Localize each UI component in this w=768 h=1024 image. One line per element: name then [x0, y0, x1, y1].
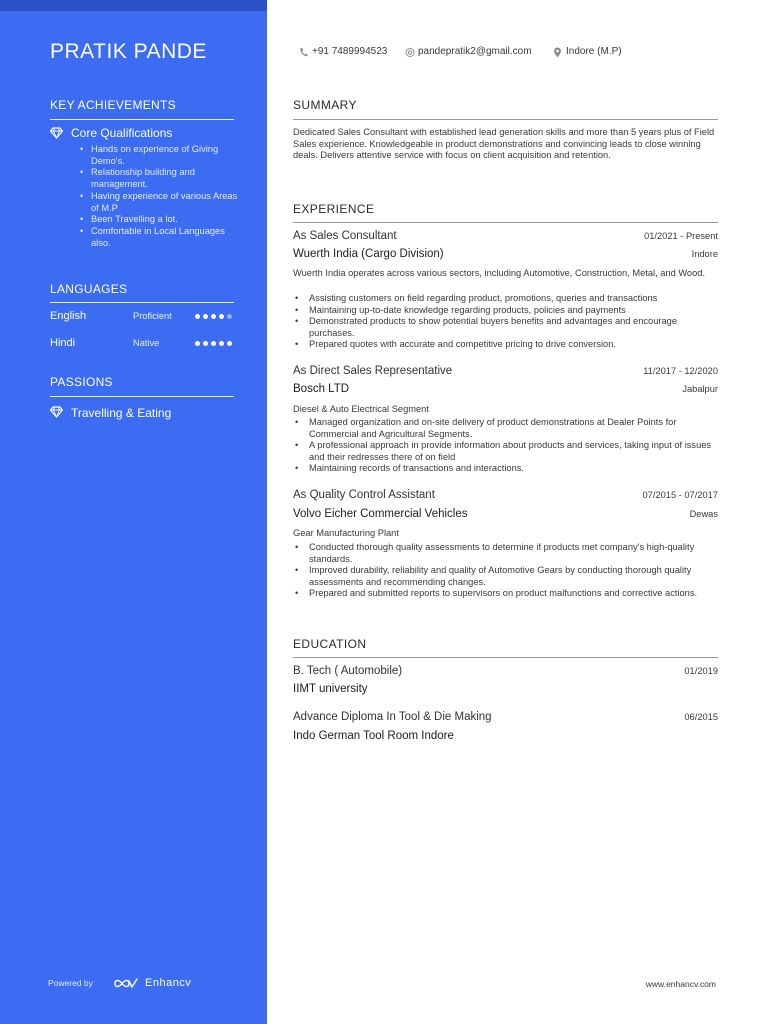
- language-name: Hindi: [50, 337, 76, 349]
- phone-icon: [299, 47, 308, 58]
- list-item: • Prepared and submitted reports to supervisors on product malfunctions and corrective actions.: [293, 588, 718, 600]
- footer-url[interactable]: www.enhancv.com: [645, 979, 716, 989]
- job-bullets: [293, 293, 718, 351]
- language-name: English: [50, 310, 87, 322]
- rating-dot-filled: [211, 314, 216, 319]
- list-item: • Demonstrated products to show potential buyers benefits and advantages and encourage purchases.: [293, 316, 718, 339]
- email-text: pandepratik2@gmail.com: [418, 46, 532, 57]
- job-location: Jabalpur: [682, 384, 718, 394]
- education-title: EDUCATION: [293, 637, 367, 651]
- language-level: Native: [133, 338, 160, 348]
- job-company: Wuerth India (Cargo Division): [293, 248, 444, 260]
- rating-dot-empty: [227, 314, 232, 319]
- languages-divider: [50, 302, 234, 303]
- education-degree: B. Tech ( Automobile): [293, 665, 403, 677]
- job-description: Wuerth India operates across various sectors, including Automotive, Construction, Metal, and Wood.: [293, 268, 706, 278]
- core-qualifications-title: Core Qualifications: [71, 126, 173, 140]
- rating-dot-filled: [195, 314, 200, 319]
- list-item: • Comfortable in Local Languages also.: [78, 226, 238, 249]
- language-row-hindi: [50, 337, 234, 351]
- education-date: 01/2019: [684, 666, 718, 676]
- summary-text: Dedicated Sales Consultant with established lead generation skills and more than 5 years plus of Field Sales experience. Knowledgeable in product demonstrations and convincing leads to close winning deals. Delivers attentive service with focus on client acquisition and retention.: [293, 127, 715, 161]
- summary-divider: [293, 119, 718, 120]
- passions-title: PASSIONS: [50, 375, 113, 389]
- list-item: • Prepared quotes with accurate and competitive pricing to drive conversion.: [293, 339, 718, 351]
- job-bullets: [293, 417, 718, 475]
- language-row-english: [50, 310, 234, 324]
- job-role: As Quality Control Assistant: [293, 489, 435, 501]
- job-dates: 07/2015 - 07/2017: [642, 490, 718, 500]
- job-role: As Sales Consultant: [293, 230, 397, 242]
- job-role: As Direct Sales Representative: [293, 365, 453, 377]
- job-description: Gear Manufacturing Plant: [293, 528, 399, 538]
- job-bullets: [293, 542, 718, 600]
- job-location: Indore: [691, 249, 718, 259]
- enhancv-logo-icon: [113, 977, 139, 990]
- list-item: • Hands on experience of Giving Demo's.: [78, 144, 238, 167]
- list-item: • Been Travelling a lot.: [78, 214, 238, 226]
- languages-title: LANGUAGES: [50, 282, 128, 296]
- list-item: • Improved durability, reliability and quality of Automotive Gears by conducting thorough quality assessments and recommending changes.: [293, 565, 718, 588]
- phone-text: +91 7489994523: [312, 46, 388, 57]
- experience-divider: [293, 222, 718, 223]
- education-date: 06/2015: [684, 712, 718, 722]
- rating-dot-filled: [219, 314, 224, 319]
- summary-title: SUMMARY: [293, 98, 357, 112]
- list-item: • Assisting customers on field regarding product, promotions, queries and transactions: [293, 293, 718, 305]
- list-item: • A professional approach in provide information about products and services, taking input of issues and their redresses there of on field: [293, 440, 718, 463]
- enhancv-brand[interactable]: Enhancv: [145, 977, 192, 989]
- powered-by-label: Powered by: [48, 978, 93, 988]
- at-icon: [405, 47, 415, 58]
- education-school: Indo German Tool Room Indore: [293, 730, 454, 742]
- rating-dot-filled: [219, 341, 224, 346]
- job-dates: 11/2017 - 12/2020: [643, 366, 718, 376]
- job-company: Bosch LTD: [293, 383, 350, 395]
- list-item: • Having experience of various Areas of M.P: [78, 191, 238, 214]
- language-level: Proficient: [133, 311, 172, 321]
- rating-dot-filled: [195, 341, 200, 346]
- job-description: Diesel & Auto Electrical Segment: [293, 404, 429, 414]
- qualifications-list: [78, 144, 238, 249]
- sidebar-top-bar: [0, 0, 267, 11]
- list-item: • Maintaining records of transactions and interactions.: [293, 463, 718, 475]
- job-location: Dewas: [689, 509, 718, 519]
- job-dates: 01/2021 - Present: [644, 231, 718, 241]
- passions-divider: [50, 396, 234, 397]
- diamond-icon: [50, 406, 63, 418]
- passion-item: Travelling & Eating: [71, 406, 172, 420]
- education-school: IIMT university: [293, 683, 368, 695]
- experience-title: EXPERIENCE: [293, 202, 375, 216]
- achievements-title: KEY ACHIEVEMENTS: [50, 98, 176, 112]
- job-company: Volvo Eicher Commercial Vehicles: [293, 508, 468, 520]
- rating-dot-filled: [203, 341, 208, 346]
- rating-dot-filled: [211, 341, 216, 346]
- location-pin-icon: [553, 47, 562, 58]
- location-text: Indore (M.P): [566, 46, 622, 57]
- rating-dot-filled: [227, 341, 232, 346]
- education-divider: [293, 657, 718, 658]
- list-item: • Managed organization and on-site delivery of product demonstrations at Dealer Points for Commercial and Agricultural Segments.: [293, 417, 718, 440]
- list-item: • Conducted thorough quality assessments to determine if products met company's high-quality standards.: [293, 542, 718, 565]
- list-item: • Relationship building and management.: [78, 167, 238, 190]
- rating-dot-filled: [203, 314, 208, 319]
- sidebar: [0, 0, 267, 1024]
- diamond-icon: [50, 127, 63, 139]
- education-degree: Advance Diploma In Tool & Die Making: [293, 711, 492, 723]
- candidate-name: PRATIK PANDE: [50, 40, 207, 63]
- achievements-divider: [50, 119, 234, 120]
- list-item: • Maintaining up-to-date knowledge regarding products, policies and payments: [293, 305, 718, 317]
